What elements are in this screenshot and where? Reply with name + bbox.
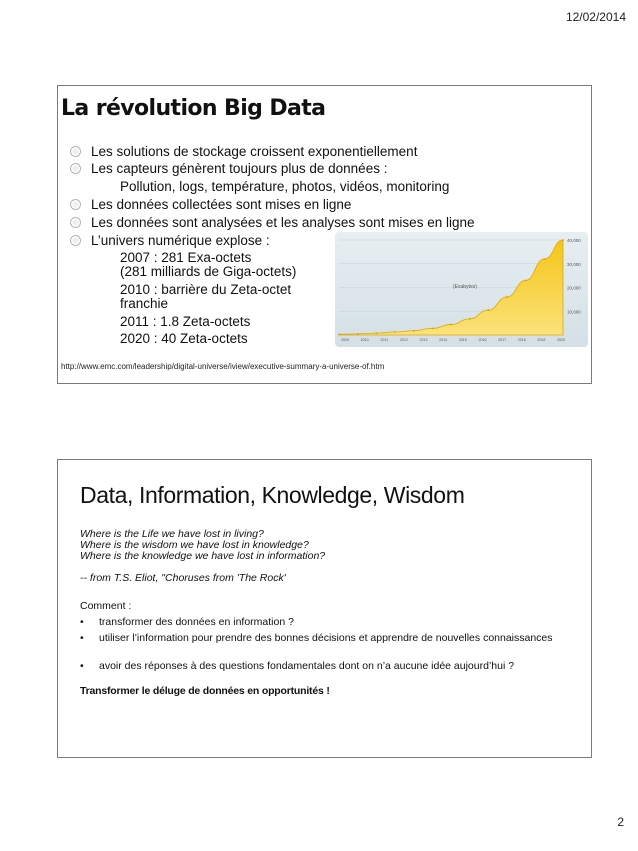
slide-dikw [57, 459, 592, 758]
universe-line: franchie [120, 296, 169, 311]
y-tick-label: 30,000 [567, 261, 581, 267]
circle-bullet-icon [70, 217, 81, 228]
data-point [469, 318, 471, 320]
universe-line: 2010 : barrière du Zeta-octet [120, 282, 292, 297]
universe-line: (281 milliards de Giga-octets) [120, 264, 297, 279]
bullet-dot: • [80, 632, 84, 644]
list-item-text: Les solutions de stockage croissent exponentiellement [91, 144, 418, 159]
data-point [338, 333, 340, 335]
list-item-text: transformer des données en information ? [99, 616, 294, 628]
list-item-text: Les données collectées sont mises en ligne [91, 197, 352, 212]
x-tick-label: 2012 [399, 338, 408, 342]
x-tick-label: 2015 [458, 338, 467, 342]
universe-line: 2011 : 1.8 Zeta-octets [120, 314, 251, 329]
circle-bullet-icon [70, 199, 81, 210]
list-item-text: avoir des réponses à des questions fondamentales dont on n’a aucune idée aujourd’hui ? [99, 660, 515, 672]
quote-line: Where is the wisdom we have lost in knowledge? [80, 539, 309, 551]
page-date: 12/02/2014 [565, 10, 626, 24]
y-tick-label: 10,000 [567, 309, 581, 315]
data-point [450, 324, 452, 326]
data-point [357, 333, 359, 335]
page-number: 2 [617, 815, 624, 829]
slide-big-data-revolution [57, 85, 592, 384]
series-label: (Exabytes) [453, 284, 477, 290]
list-item-text: Les capteurs génèrent toujours plus de données : [91, 161, 388, 176]
bullet-dot: • [80, 616, 84, 628]
x-tick-label: 2020 [557, 338, 565, 342]
list-item-text: Les données sont analysées et les analyses sont mises en ligne [91, 215, 475, 230]
data-point [543, 258, 545, 260]
x-tick-label: 2017 [498, 338, 507, 342]
x-tick-label: 2011 [380, 338, 389, 342]
y-tick-label: 20,000 [567, 285, 581, 291]
data-point [431, 327, 433, 329]
data-point [394, 331, 396, 333]
data-point [506, 296, 508, 298]
data-point [375, 332, 377, 334]
universe-line: 2020 : 40 Zeta-octets [120, 331, 248, 346]
x-tick-label: 2016 [478, 338, 487, 342]
digital-universe-chart [335, 232, 588, 347]
data-point [413, 330, 415, 332]
conclusion-text: Transformer le déluge de données en opportunités ! [80, 685, 330, 697]
x-tick-label: 2013 [419, 338, 428, 342]
universe-line: 2007 : 281 Exa-octets [120, 250, 252, 265]
quote-line: Where is the Life we have lost in living? [80, 528, 264, 540]
bullet-dot: • [80, 660, 84, 672]
data-point [525, 279, 527, 281]
growth-chart-svg [335, 232, 588, 347]
circle-bullet-icon [70, 163, 81, 174]
quote-attribution: -- from T.S. Eliot, "Choruses from 'The Rock' [80, 572, 286, 584]
circle-bullet-icon [70, 235, 81, 246]
slide-title: La révolution Big Data [61, 96, 326, 121]
list-item-text: utiliser l’information pour prendre des bonnes décisions et apprendre de nouvelles connaissances [99, 632, 553, 644]
sensor-detail: Pollution, logs, température, photos, vidéos, monitoring [120, 179, 450, 194]
x-tick-label: 2009 [341, 338, 349, 342]
slide-title: Data, Information, Knowledge, Wisdom [80, 482, 465, 508]
quote-line: Where is the knowledge we have lost in information? [80, 550, 326, 562]
data-point [562, 239, 564, 241]
circle-bullet-icon [70, 146, 81, 157]
intro-text: Comment : [80, 600, 132, 612]
x-tick-label: 2010 [360, 338, 369, 342]
y-tick-label: 40,000 [567, 238, 581, 243]
data-point [487, 309, 489, 311]
source-link[interactable]: http://www.emc.com/leadership/digital-universe/iview/executive-summary-a-universe-of.htm [61, 362, 385, 371]
x-tick-label: 2019 [537, 338, 546, 342]
list-item-text: L’univers numérique explose : [91, 233, 270, 248]
x-tick-label: 2018 [517, 338, 526, 342]
x-tick-label: 2014 [439, 338, 448, 342]
